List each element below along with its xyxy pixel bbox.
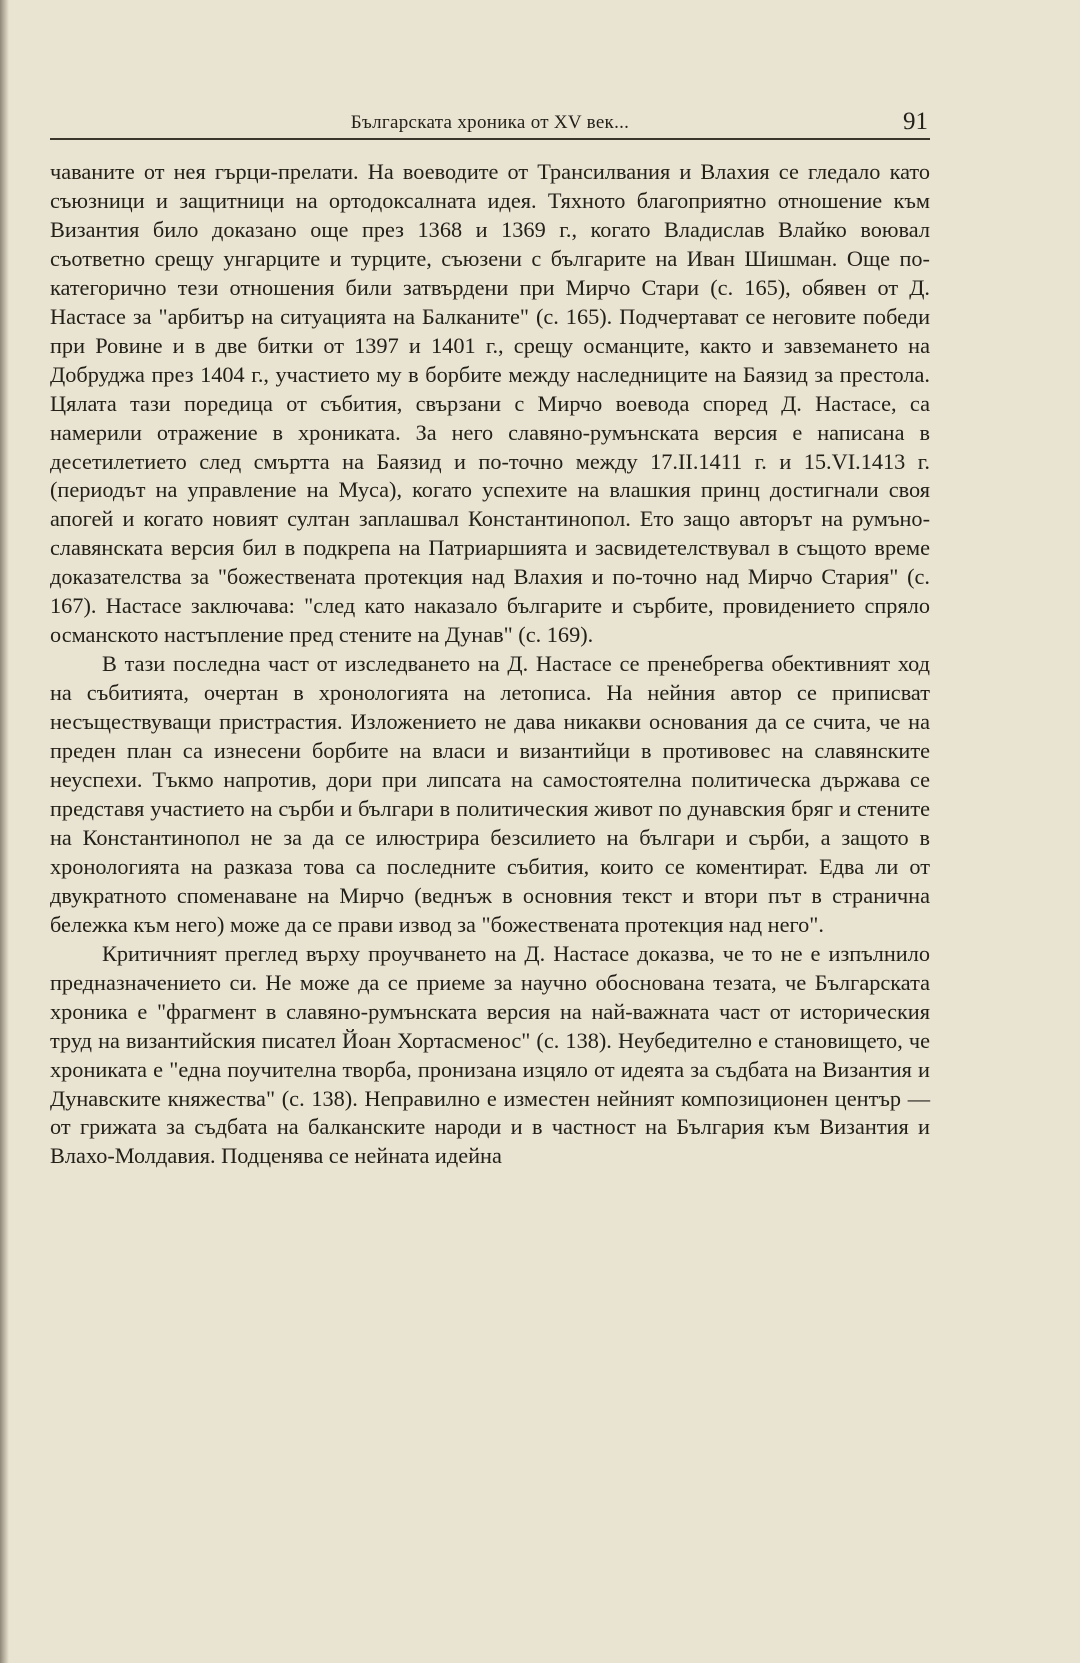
paragraph-3: Критичният преглед върху проучването на Д. Настасе доказва, че то не е изпълнило предназначението си. Не може да се приеме за научно обоснована тезата, че Българската хроника е "фрагмент в славяно-румънската версия на най-важната част от историческия труд на византийския писател Йоан Хортасменос" (с. 138). Неубедително е становището, че хрониката е "една поучителна творба, пронизана изцяло от идеята за съдбата на Византия и Дунавските княжества" (с. 138). Неправилно е изместен нейният композиционен център — от грижата за съдбата на балканските народи и в частност на България към Византия и Влахо-Молдавия. Подценява се нейната идейна <box>50 940 930 1169</box>
body-text <box>50 158 930 1171</box>
paragraph-2: В тази последна част от изследването на Д. Настасе се пренебрегва обективният ход на събитията, очертан в хронологията на летописа. На нейния автор се приписват несъществуващи пристрастия. Изложението не дава никакви основания да се счита, че на преден план са изнесени борбите на власи и византийци в противовес на славянските неуспехи. Тъкмо напротив, дори при липсата на самостоятелна политическа държава се представя участието на сърби и българи в политическия живот по дунавския бряг и стените на Константинопол не за да се илюстрира безсилието на българи и сърби, а защото в хронологията на разказа това са последните събития, които се коментират. Едва ли от двукратното споменаване на Мирчо (веднъж в основния текст и втори път в странична бележка към него) може да се прави извод за "божествената протекция над него". <box>50 651 930 937</box>
running-header <box>50 98 930 140</box>
page-number: 91 <box>903 108 928 135</box>
paragraph-1: чаваните от нея гърци-прелати. На воеводите от Трансилвания и Влахия се гледало като съюзници и защитници на ортодоксалната идея. Тяхното благоприятно отношение към Византия било доказано още през 1368 и 1369 г., когато Владислав Влайко воювал съответно срещу унгарците и турците, съюзени с българите на Иван Шишман. Още по-категорично тези отношения били затвърдени при Мирчо Стари (с. 165), обявен от Д. Настасе за "арбитър на ситуацията на Балканите" (с. 165). Подчертават се неговите победи при Ровине и в две битки от 1397 и 1401 г., срещу османците, както и завземането на Добруджа през 1404 г., участието му в борбите между наследниците на Баязид за престола. Цялата тази поредица от събития, свързани с Мирчо воевода според Д. Настасе, са намерили отражение в хрониката. За него славяно-румънската версия е написана в десетилетието след смъртта на Баязид и по-точно между 17.II.1411 г. и 15.VI.1413 г. (периодът на управление на Муса), когато успехите на влашкия принц достигнали своя апогей и когато новият султан заплашвал Константинопол. Ето защо авторът на румъно-славянската версия бил в подкрепа на Патриаршията и засвидетелствувал в същото време доказателства за "божествената протекция над Влахия и по-точно над Мирчо Стария" (с. 167). Настасе заключава: "след като наказало българите и сърбите, провидението спряло османското настъпление пред стените на Дунав" (с. 169). <box>50 159 930 648</box>
book-page <box>50 98 930 1171</box>
running-title: Българската хроника от XV век... <box>350 112 630 133</box>
book-spine-shadow <box>0 0 9 1663</box>
